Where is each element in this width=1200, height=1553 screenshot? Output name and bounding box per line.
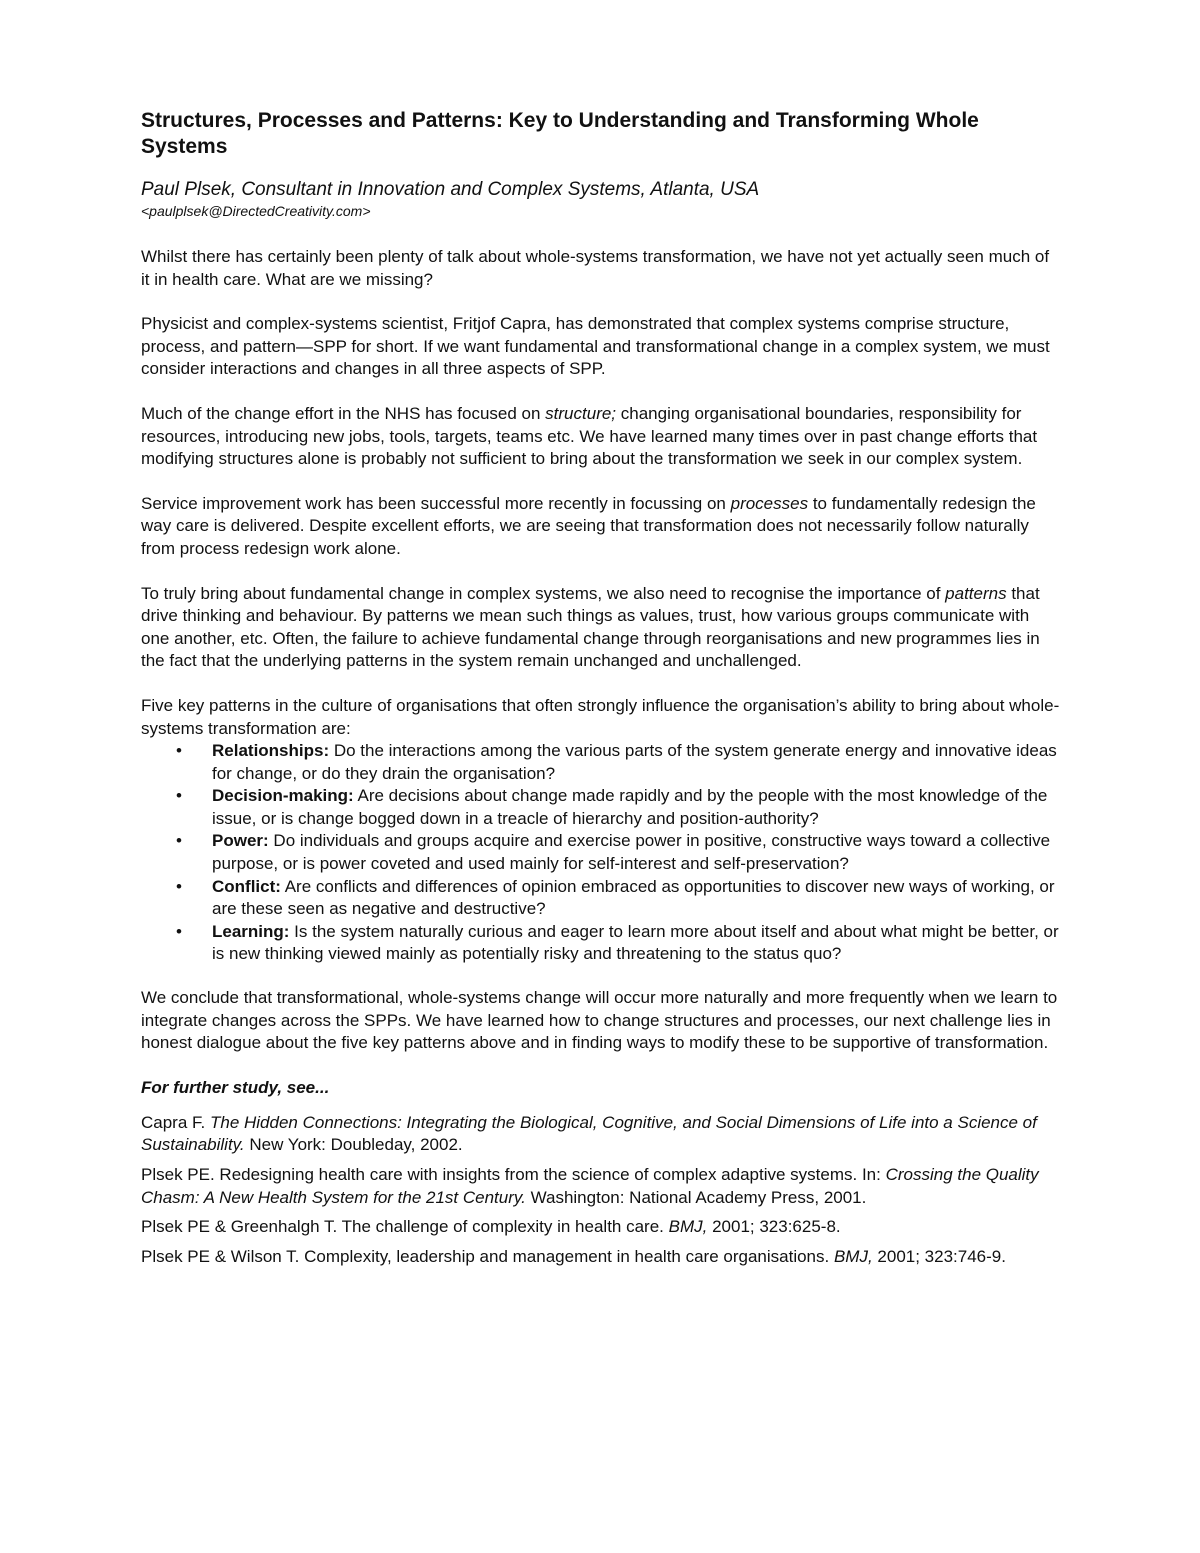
- key-patterns-list: [141, 740, 1060, 966]
- author-email: <paulplsek@DirectedCreativity.com>: [141, 203, 371, 219]
- list-item: [141, 830, 1060, 875]
- paragraph-processes-text: Service improvement work has been successful more recently in focussing on: [141, 493, 731, 513]
- list-item: [141, 740, 1060, 785]
- pattern-term: Conflict:: [212, 876, 281, 896]
- emphasis-structure: structure;: [545, 403, 617, 423]
- list-item: [141, 876, 1060, 921]
- reference-plsek-greenhalgh: [141, 1216, 1060, 1239]
- further-study-heading: For further study, see...: [141, 1077, 330, 1097]
- pattern-description: Are conflicts and differences of opinion embraced as opportunities to discover new ways of working, or are these seen as negative and destructive?: [212, 876, 1055, 919]
- pattern-description: Are decisions about change made rapidly and by the people with the most knowledge of the issue, or is change bogged down in a treacle of hierarchy and position-authority?: [212, 786, 1048, 828]
- document-title: Structures, Processes and Patterns: Key to Understanding and Transforming Whole Systems: [141, 109, 979, 158]
- pattern-term: Learning:: [212, 921, 290, 941]
- list-item: [141, 785, 1060, 830]
- pattern-description: Is the system naturally curious and eager to learn more about itself and about what might be better, or is new thinking viewed mainly as potentially risky and threatening to the status quo?: [212, 921, 1059, 964]
- reference-text: Plsek PE & Wilson T. Complexity, leadership and management in health care organisations.: [141, 1246, 834, 1266]
- paragraph-intro: Whilst there has certainly been plenty of talk about whole-systems transformation, we have not yet actually seen much of it in health care. What are we missing?: [141, 247, 1050, 289]
- pattern-description: Do the interactions among the various parts of the system generate energy and innovative ideas for change, or do they drain the organisation?: [212, 741, 1057, 783]
- paragraph-capra: Physicist and complex-systems scientist, Fritjof Capra, has demonstrated that complex systems comprise structure, process, and pattern—SPP for short. If we want fundamental and transformational change in a complex system, we must consider interactions and changes in all three aspects of SPP.: [141, 314, 1050, 379]
- bullet-icon: •: [176, 876, 182, 896]
- reference-capra: [141, 1112, 1060, 1157]
- paragraph-structure-text-2: changing organisational boundaries, responsibility for resources, introducing new jobs, tools, targets, teams etc. We have learned many times over in past change efforts that modifying structures alone is probably not sufficient to bring about the transformation we seek in our complex system.: [141, 403, 1038, 469]
- reference-text: Plsek PE. Redesigning health care with insights from the science of complex adaptive systems. In:: [141, 1165, 886, 1184]
- paragraph-structure: [141, 403, 1060, 471]
- paragraph-patterns-text-2: that drive thinking and behaviour. By patterns we mean such things as values, trust, how various groups communicate with one another, etc. Often, the failure to achieve fundamental change through reorganisations and new programmes lies in the fact that the underlying patterns in the system remain unchanged and unchallenged.: [141, 583, 1040, 671]
- reference-title: The Hidden Connections: Integrating the Biological, Cognitive, and Social Dimensions of Life into a Science of Sustainability.: [141, 1112, 1037, 1155]
- reference-journal: BMJ,: [668, 1217, 708, 1237]
- bullet-icon: •: [176, 786, 182, 806]
- paragraph-patterns: [141, 583, 1060, 673]
- paragraph-structure-text: Much of the change effort in the NHS has focused on: [141, 403, 546, 423]
- reference-text-2: 2001; 323:746-9.: [872, 1246, 1006, 1266]
- pattern-term: Decision-making:: [212, 786, 354, 806]
- reference-plsek-2001: [141, 1164, 1060, 1209]
- bullet-icon: •: [176, 921, 182, 941]
- pattern-term: Power:: [212, 831, 269, 851]
- bullet-icon: •: [176, 831, 182, 851]
- paragraph-processes-text-2: to fundamentally redesign the way care is delivered. Despite excellent efforts, we are seeing that transformation does not necessarily follow naturally from process redesign work alone.: [141, 493, 1036, 558]
- paragraph-processes: [141, 493, 1060, 561]
- reference-text-2: Washington: National Academy Press, 2001.: [525, 1187, 867, 1207]
- pattern-term: Relationships:: [212, 741, 330, 761]
- paragraph-patterns-text: To truly bring about fundamental change in complex systems, we also need to recognise the importance of: [141, 583, 946, 603]
- reference-text-2: 2001; 323:625-8.: [707, 1217, 841, 1237]
- reference-text: Plsek PE & Greenhalgh T. The challenge of complexity in health care.: [141, 1217, 669, 1237]
- reference-journal: BMJ,: [833, 1246, 873, 1266]
- reference-text-2: New York: Doubleday, 2002.: [244, 1135, 463, 1155]
- reference-plsek-wilson: [141, 1246, 1060, 1269]
- paragraph-conclusion: We conclude that transformational, whole-systems change will occur more naturally and more frequently when we learn to integrate changes across the SPPs. We have learned how to change structures and processes, our next challenge lies in honest dialogue about the five key patterns above and in finding ways to modify these to be supportive of transformation.: [141, 988, 1058, 1053]
- paragraph-five-patterns: Five key patterns in the culture of organisations that often strongly influence the organisation’s ability to bring about whole-systems transformation are:: [141, 695, 1060, 738]
- author-line: Paul Plsek, Consultant in Innovation and Complex Systems, Atlanta, USA: [141, 179, 760, 200]
- emphasis-processes: processes: [730, 493, 809, 513]
- list-item: [141, 921, 1060, 966]
- emphasis-patterns: patterns: [945, 583, 1007, 603]
- reference-title: Crossing the Quality Chasm: A New Health System for the 21st Century.: [141, 1165, 1039, 1207]
- pattern-description: Do individuals and groups acquire and exercise power in positive, constructive ways toward a collective purpose, or is power coveted and used mainly for self-interest and self-preservation?: [212, 831, 1051, 874]
- reference-text: Capra F.: [141, 1112, 210, 1132]
- bullet-icon: •: [176, 741, 182, 761]
